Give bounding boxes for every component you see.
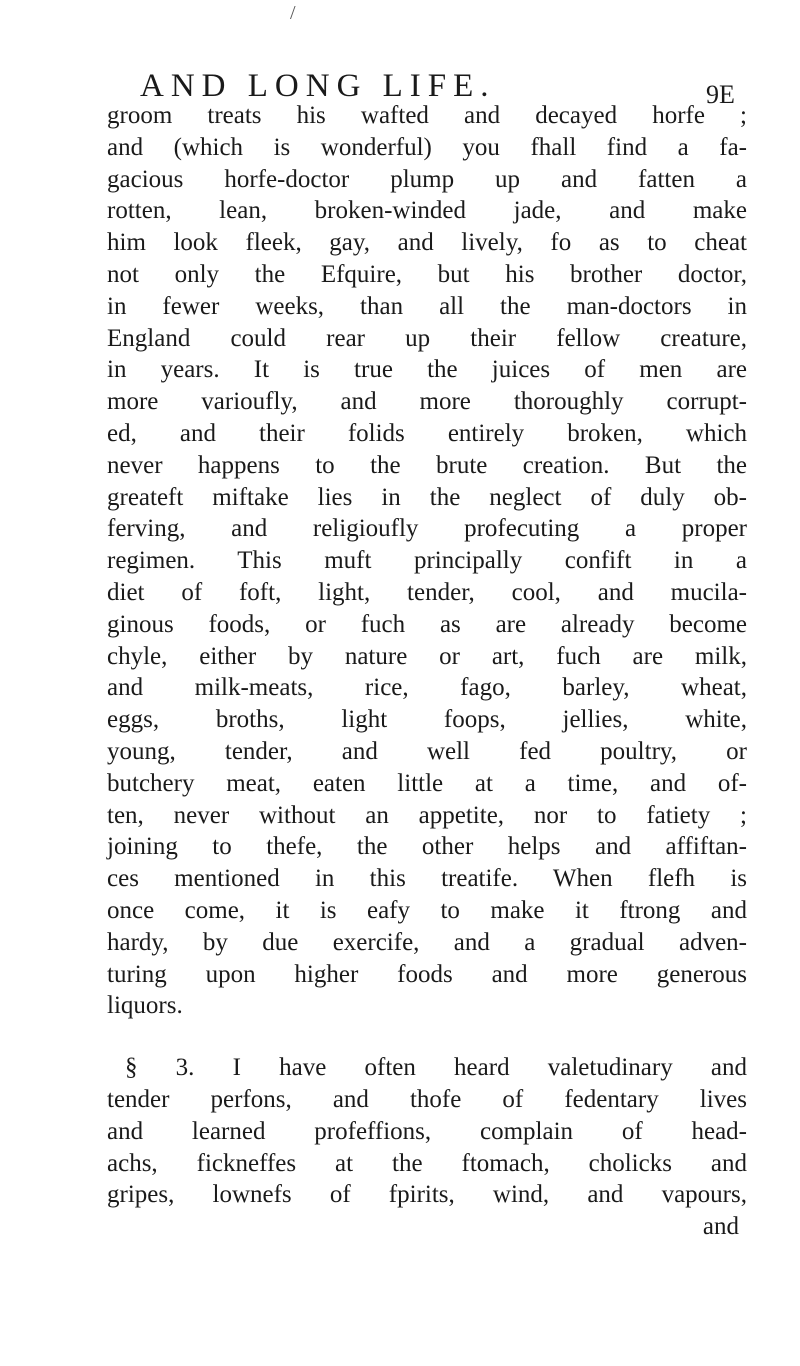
text-line: § 3. I have often heard valetudinary and	[125, 1054, 747, 1082]
text-line: turing upon higher foods and more generous	[107, 960, 747, 988]
text-line: rotten, lean, broken-winded jade, and make	[107, 197, 747, 225]
text-line: ferving, and religioufly profecuting a proper	[107, 515, 747, 543]
top-mark: /	[290, 2, 296, 24]
text-line: chyle, either by nature or art, fuch are milk,	[107, 642, 747, 670]
text-line: ginous foods, or fuch as are already become	[107, 610, 747, 638]
text-line: regimen. This muft principally confift in a	[107, 547, 747, 575]
paragraph-2	[107, 1052, 747, 1243]
text-line: once come, it is eafy to make it ftrong and	[107, 896, 747, 924]
text-line: tender perfons, and thofe of fedentary lives	[107, 1085, 747, 1113]
text-line: eggs, broths, light foops, jellies, white,	[107, 706, 747, 734]
text-line: joining to thefe, the other helps and affiftan-	[107, 833, 747, 861]
text-line: liquors.	[107, 992, 183, 1020]
text-line: never happens to the brute creation. But the	[107, 451, 747, 479]
running-head: AND LONG LIFE.	[140, 68, 496, 104]
text-line: and milk-meats, rice, fago, barley, wheat,	[107, 674, 747, 702]
text-line: ed, and their folids entirely broken, which	[107, 419, 747, 447]
text-line: hardy, by due exercife, and a gradual adven-	[107, 928, 747, 956]
text-line: more varioufly, and more thoroughly corrupt-	[107, 388, 747, 416]
text-line: in years. It is true the juices of men are	[107, 356, 747, 384]
text-line: achs, fickneffes at the ftomach, cholicks and	[107, 1149, 747, 1177]
text-line: ces mentioned in this treatife. When flefh is	[107, 865, 747, 893]
text-line: gacious horfe-doctor plump up and fatten a	[107, 165, 747, 193]
text-line: young, tender, and well fed poultry, or	[107, 737, 747, 765]
page-number: 9E	[706, 80, 735, 109]
text-line: in fewer weeks, than all the man-doctors in	[107, 292, 747, 320]
text-line: not only the Efquire, but his brother doctor,	[107, 260, 747, 288]
text-line: and learned profeffions, complain of head-	[107, 1117, 747, 1145]
text-line: diet of foft, light, tender, cool, and mucila-	[107, 578, 747, 606]
text-line: and (which is wonderful) you fhall find a fa-	[107, 133, 747, 161]
text-line: greateft miftake lies in the neglect of duly ob-	[107, 483, 747, 511]
text-line: England could rear up their fellow creature,	[107, 324, 747, 352]
text-line: ten, never without an appetite, nor to fatiety ;	[107, 801, 747, 829]
text-line: groom treats his wafted and decayed horfe ;	[107, 102, 747, 129]
paragraph-1	[107, 100, 747, 1022]
text-line: butchery meat, eaten little at a time, and of-	[107, 769, 747, 797]
catchword: and	[702, 1213, 739, 1241]
body-text	[107, 100, 747, 1243]
text-line: gripes, lownefs of fpirits, wind, and vapours,	[107, 1181, 747, 1209]
text-line: him look fleek, gay, and lively, fo as to cheat	[107, 229, 747, 257]
